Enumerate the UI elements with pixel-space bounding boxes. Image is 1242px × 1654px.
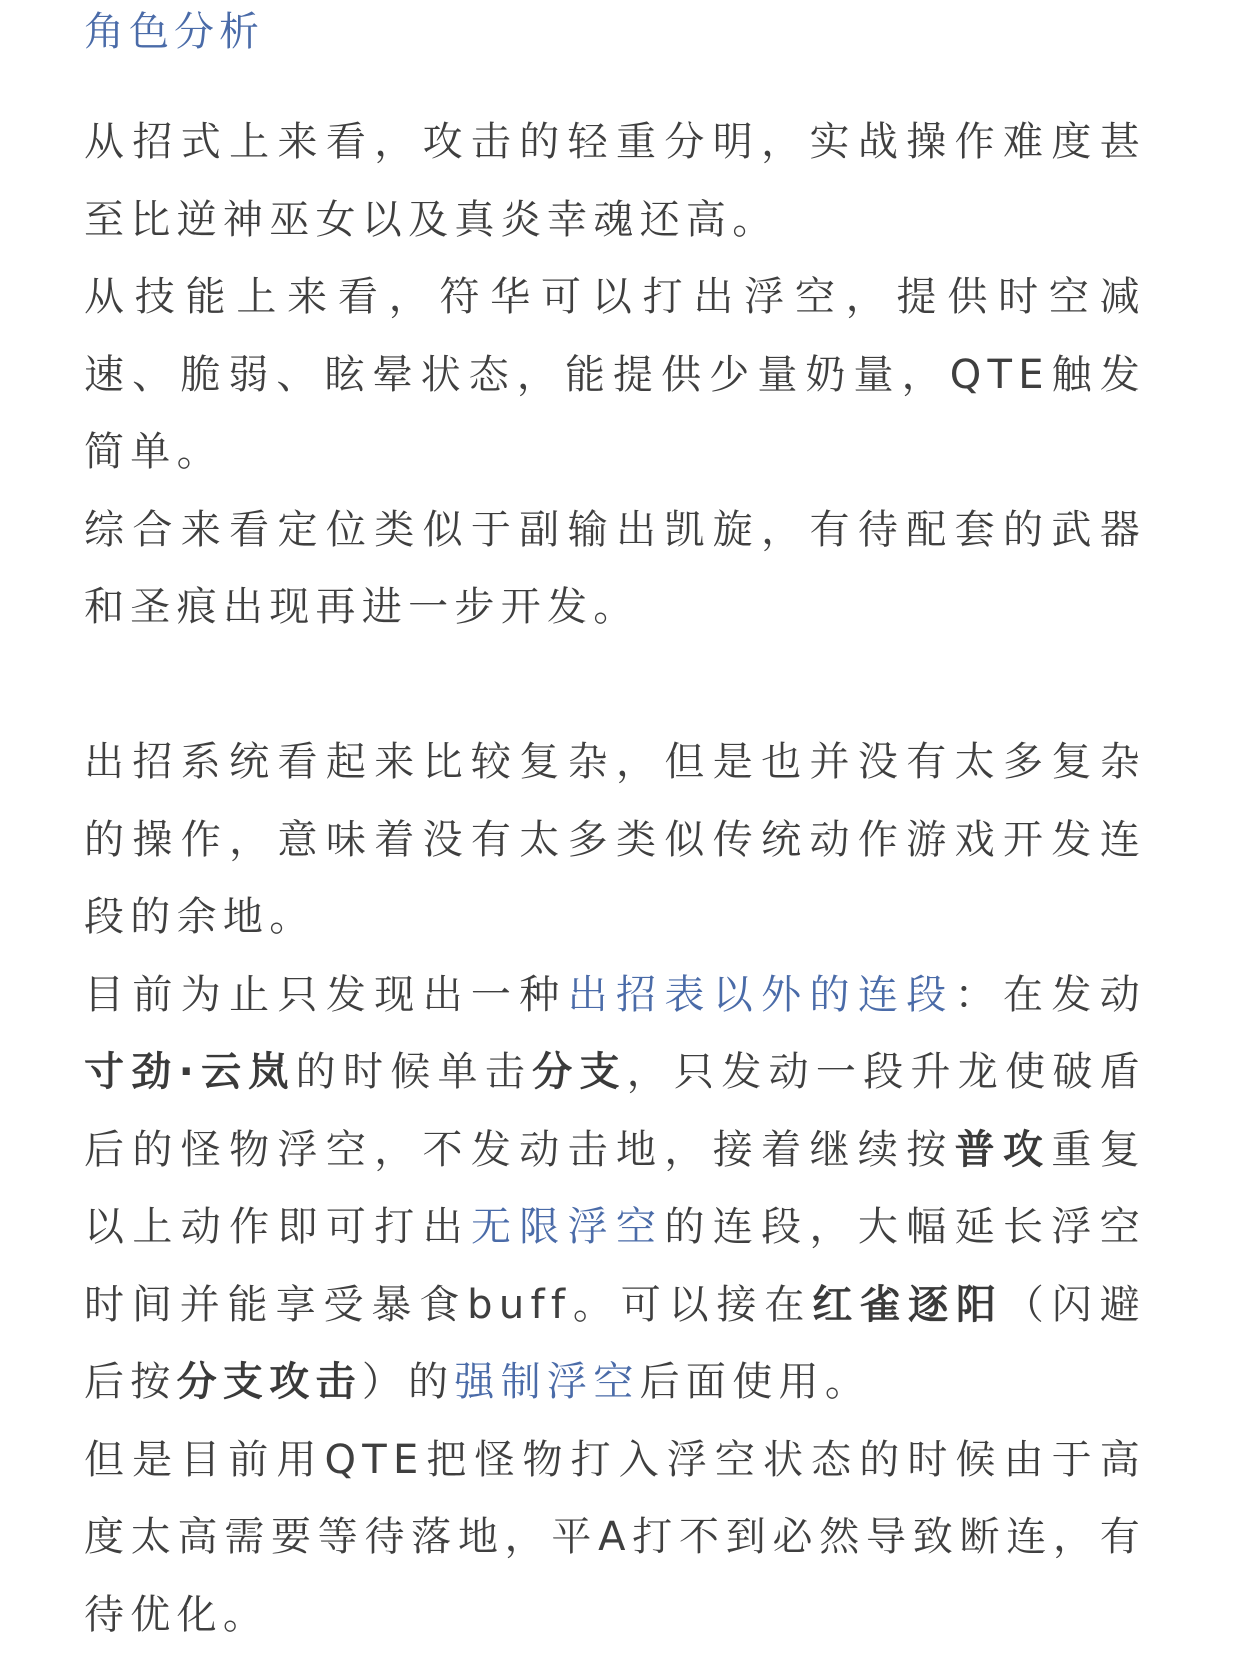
combo-text: 的连段，大幅延长浮空时间并能享受暴食buff。可以接在	[84, 1204, 1146, 1328]
link-forced-airborne[interactable]: 强制浮空	[454, 1359, 639, 1405]
section-title: 角色分析	[84, 0, 1146, 58]
combo-text: ）的	[362, 1359, 455, 1405]
combo-text: 后面使用。	[640, 1359, 872, 1405]
combo-text: ，只发动一段升龙使破盾后的怪物浮空，不发动击地，接着继续按	[84, 1049, 1146, 1173]
key-branch-attack: 分支攻击	[177, 1359, 362, 1405]
combo-text: ：在发动	[955, 972, 1146, 1018]
combo-text: （闪避后按	[84, 1282, 1146, 1406]
link-extra-combo[interactable]: 出招表以外的连段	[568, 972, 955, 1018]
combo-text: 的时候单击	[296, 1049, 532, 1095]
analysis-block	[84, 104, 1146, 647]
paragraph-qte: 但是目前用QTE把怪物打入浮空状态的时候由于高度太高需要等待落地，平A打不到必然导致断连，有待优化。	[84, 1422, 1146, 1654]
combo-text: 目前为止只发现出一种	[84, 972, 568, 1018]
skill-name-cunjin-yunlan: 寸劲·云岚	[84, 1049, 296, 1095]
link-infinite-airborne[interactable]: 无限浮空	[471, 1204, 664, 1250]
paragraph-skills: 从技能上来看，符华可以打出浮空，提供时空减速、脆弱、眩晕状态，能提供少量奶量，QTE触发简单。	[84, 259, 1146, 492]
paragraph-combo-system: 出招系统看起来比较复杂，但是也并没有太多复杂的操作，意味着没有太多类似传统动作游戏开发连段的余地。	[84, 724, 1146, 957]
skill-name-hongque-zhuyang: 红雀逐阳	[812, 1282, 1004, 1328]
combo-text: 重复以上动作即可打出	[84, 1127, 1146, 1251]
key-basic-attack: 普攻	[955, 1127, 1052, 1173]
paragraph-spacer	[84, 647, 1146, 725]
paragraph-combo	[84, 957, 1146, 1422]
paragraph-moveset: 从招式上来看，攻击的轻重分明，实战操作难度甚至比逆神巫女以及真炎幸魂还高。	[84, 104, 1146, 259]
key-branch: 分支	[532, 1049, 627, 1095]
article-body	[84, 0, 1146, 1654]
paragraph-positioning: 综合来看定位类似于副输出凯旋，有待配套的武器和圣痕出现再进一步开发。	[84, 492, 1146, 647]
